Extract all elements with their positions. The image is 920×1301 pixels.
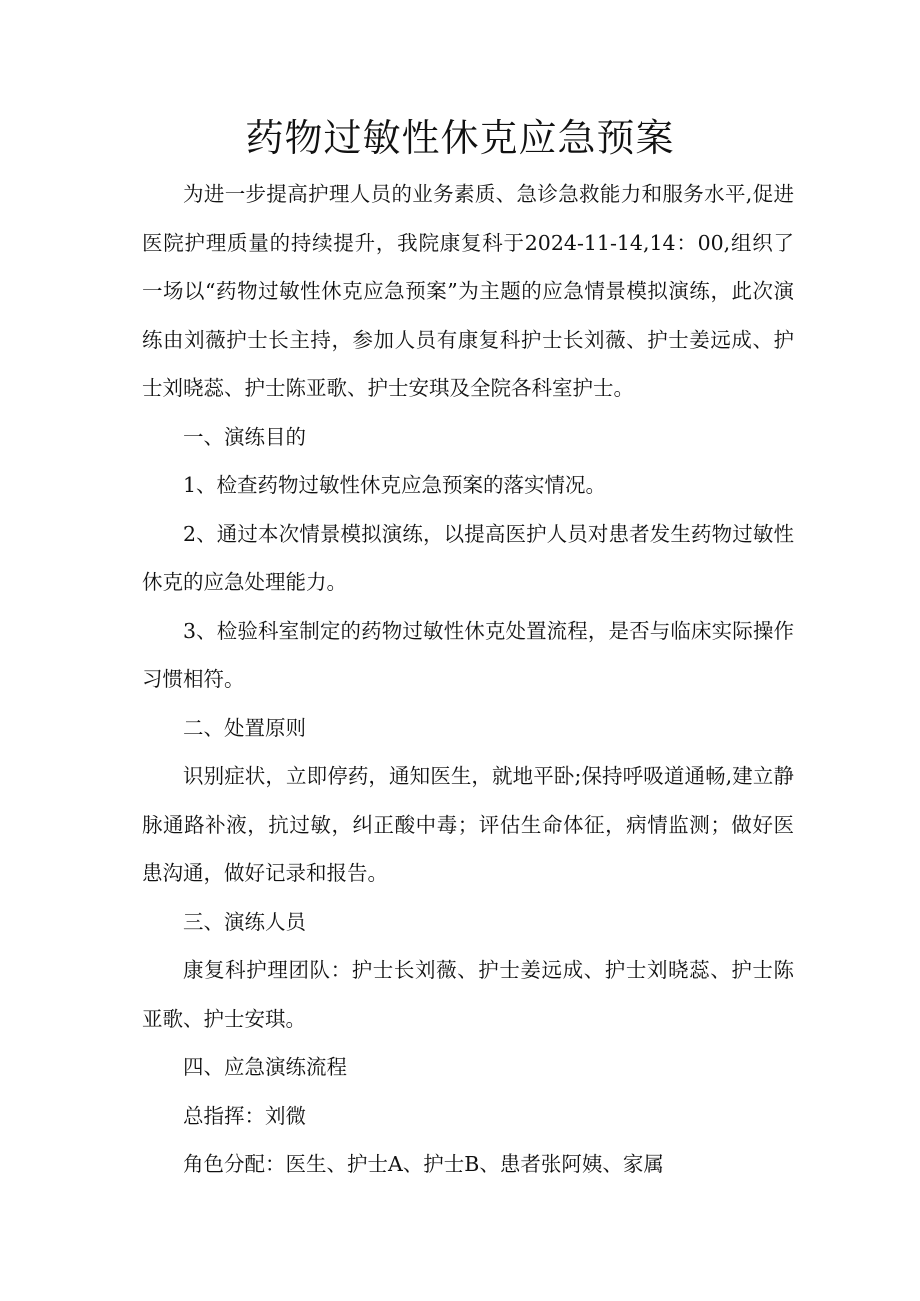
personnel-paragraph: 康复科护理团队：护士长刘薇、护士姜远成、护士刘晓蕊、护士陈亚歌、护士安琪。: [142, 958, 794, 1031]
purpose-item-1: 1、检查药物过敏性休克应急预案的落实情况。: [183, 473, 607, 497]
section-heading-drill-process: 四、应急演练流程: [183, 1055, 347, 1079]
roles-line: 角色分配：医生、护士A、护士B、患者张阿姨、家属: [183, 1152, 664, 1176]
purpose-item-2: 2、通过本次情景模拟演练，以提高医护人员对患者发生药物过敏性休克的应急处理能力。: [142, 521, 794, 594]
principles-paragraph: 识别症状，立即停药，通知医生，就地平卧;保持呼吸道通畅,建立静脉通路补液，抗过敏，纠正酸中毒；评估生命体征，病情监测；做好医患沟通，做好记录和报告。: [142, 764, 794, 885]
section-heading-drill-purpose: 一、演练目的: [183, 424, 306, 449]
document-title: 药物过敏性休克应急预案: [245, 116, 675, 160]
purpose-item-3: 3、检验科室制定的药物过敏性休克处置流程，是否与临床实际操作习惯相符。: [142, 618, 794, 691]
document-body: [142, 170, 794, 1189]
section-heading-personnel: 三、演练人员: [183, 909, 306, 934]
intro-paragraph: 为进一步提高护理人员的业务素质、急诊急救能力和服务水平,促进医院护理质量的持续提升，我院康复科于2024-11-14,14：00,组织了一场以“药物过敏性休克应急预案”为主题的应急情景模拟演练，此次演练由刘薇护士长主持，参加人员有康复科护士长刘薇、护士姜远成、护士刘晓蕊、护士陈亚歌、护士安琪及全院各科室护士。: [142, 182, 794, 400]
section-heading-principles: 二、处置原则: [183, 715, 306, 740]
commander-line: 总指挥：刘微: [183, 1103, 306, 1128]
